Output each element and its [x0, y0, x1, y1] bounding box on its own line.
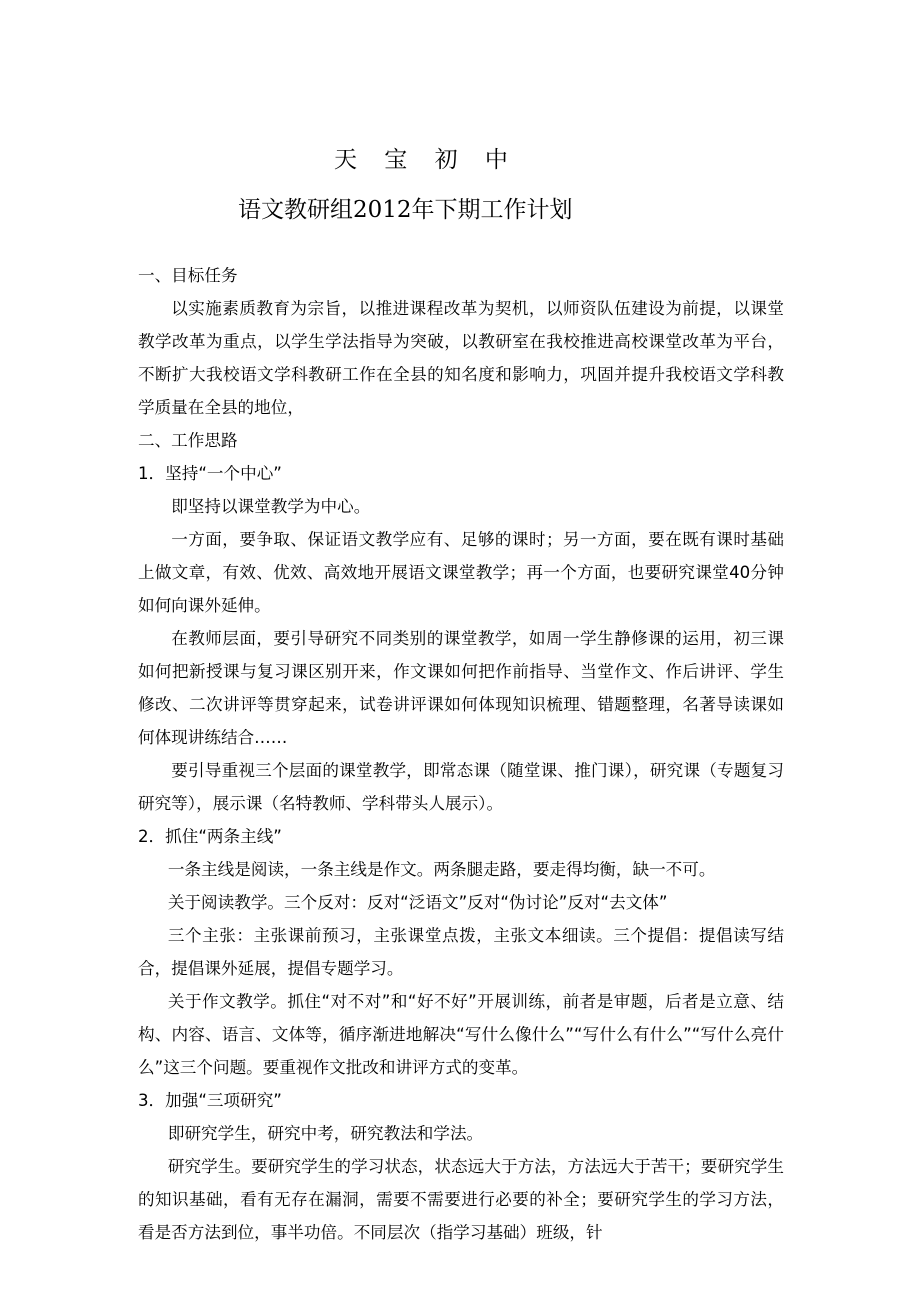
paragraph: 关于作文教学。抓住“对不对”和“好不好”开展训练，前者是审题，后者是立意、结构、内容、语言、文体等，循序渐进地解决“写什么像什么”“写什么有什么”“写什么亮什么”这三个问题。要重视作文批改和讲评方式的变革。 [138, 992, 784, 1077]
school-name: 天 宝 初 中 [334, 147, 518, 173]
subheading-three-studies: 3．加强“三项研究” [138, 1091, 282, 1110]
paragraph: 三个主张：主张课前预习，主张课堂点拨，主张文本细读。三个提倡：提倡读写结合，提倡课外延展，提倡专题学习。 [138, 926, 784, 978]
paragraph: 一方面，要争取、保证语文教学应有、足够的课时；另一方面，要在既有课时基础上做文章，有效、优效、高效地开展语文课堂教学；再一个方面，也要研究课堂40分钟如何向课外延伸。 [138, 530, 784, 615]
paragraph: 在教师层面，要引导研究不同类别的课堂教学，如周一学生静修课的运用，初三课如何把新授课与复习课区别开来，作文课如何把作前指导、当堂作文、作后讲评、学生修改、二次讲评等贯穿起来，试卷讲评课如何体现知识梳理、错题整理，名著导读课如何体现讲练结合…… [138, 629, 784, 747]
document-title: 语文教研组2012年下期工作计划 [238, 197, 573, 223]
document-body [138, 259, 784, 1249]
paragraph: 即研究学生，研究中考，研究教法和学法。 [167, 1124, 484, 1143]
paragraph: 研究学生。要研究学生的学习状态，状态远大于方法，方法远大于苦干；要研究学生的知识基础，看有无存在漏洞，需要不需要进行必要的补全；要研究学生的学习方法，看是否方法到位，事半功倍。不同层次（指学习基础）班级，针 [138, 1157, 784, 1242]
subheading-two-lines: 2．抓住“两条主线” [138, 827, 282, 846]
section-heading-approach: 二、工作思路 [138, 431, 238, 450]
paragraph-goals: 以实施素质教育为宗旨，以推进课程改革为契机，以师资队伍建设为前提，以课堂教学改革为重点，以学生学法指导为突破，以教研室在我校推进高校课堂改革为平台，不断扩大我校语文学科教研工作在全县的知名度和影响力，巩固并提升我校语文学科教学质量在全县的地位， [138, 299, 784, 417]
section-heading-goals: 一、目标任务 [138, 266, 238, 285]
paragraph: 要引导重视三个层面的课堂教学，即常态课（随堂课、推门课），研究课（专题复习研究等），展示课（名特教师、学科带头人展示）。 [138, 761, 784, 813]
paragraph: 一条主线是阅读，一条主线是作文。两条腿走路，要走得均衡，缺一不可。 [167, 860, 716, 879]
paragraph: 即坚持以课堂教学为中心。 [171, 497, 371, 516]
subheading-one-center: 1．坚持“一个中心” [138, 464, 282, 483]
paragraph: 关于阅读教学。三个反对：反对“泛语文”反对“伪讨论”反对“去文体” [167, 893, 668, 912]
